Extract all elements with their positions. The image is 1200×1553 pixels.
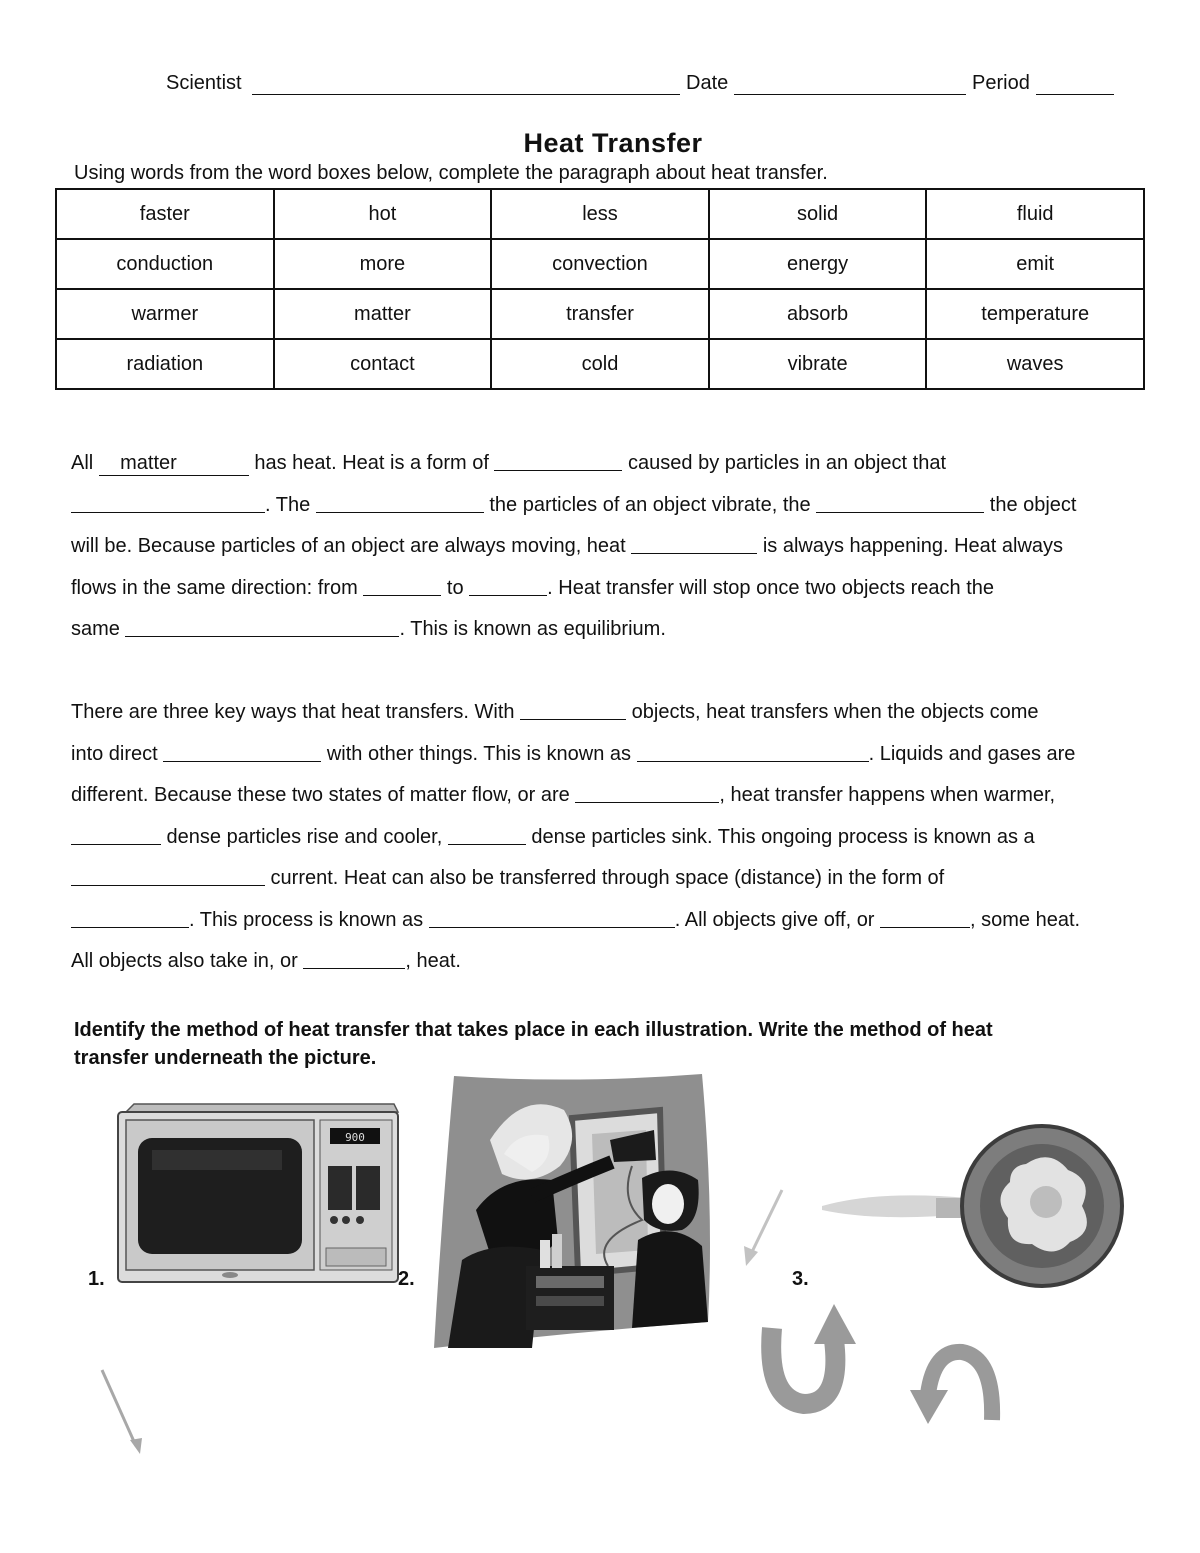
- word-cell: vibrate: [709, 339, 927, 389]
- blank-field[interactable]: [71, 909, 189, 928]
- word-cell: energy: [709, 239, 927, 289]
- word-cell: faster: [56, 189, 274, 239]
- scientist-name-field[interactable]: [252, 94, 680, 95]
- word-box-row: [56, 189, 1144, 239]
- blank-field[interactable]: [880, 909, 970, 928]
- word-cell: solid: [709, 189, 927, 239]
- microwave-illustration: [112, 1098, 404, 1288]
- scientist-label: Scientist: [166, 72, 242, 94]
- text: the object: [984, 493, 1077, 516]
- blank-field[interactable]: [163, 743, 321, 762]
- blank-field[interactable]: [71, 494, 265, 513]
- word-box-row: [56, 239, 1144, 289]
- text: . The: [265, 493, 316, 516]
- text: , some heat.: [970, 908, 1081, 931]
- word-cell: temperature: [926, 289, 1144, 339]
- blank-field[interactable]: [637, 743, 869, 762]
- word-cell: warmer: [56, 289, 274, 339]
- period-label: Period: [972, 72, 1030, 94]
- answer-example-text: matter: [120, 452, 177, 474]
- word-cell: matter: [274, 289, 492, 339]
- text: same: [71, 618, 126, 640]
- illustration-number-2: 2.: [398, 1268, 415, 1290]
- text: There are three key ways that heat transfers. With: [71, 701, 521, 723]
- paragraph-2: [71, 692, 1141, 983]
- blank-field[interactable]: [816, 494, 984, 513]
- text: dense particles sink. This ongoing process is known as a: [525, 825, 1035, 848]
- date-field[interactable]: [734, 94, 966, 95]
- header-line: [0, 70, 1200, 100]
- text: , heat transfer happens when warmer,: [719, 784, 1056, 806]
- word-cell: waves: [926, 339, 1144, 389]
- word-cell: absorb: [709, 289, 927, 339]
- period-field[interactable]: [1036, 94, 1114, 95]
- text: current. Heat can also be transferred through space (distance) in the form of: [265, 867, 945, 889]
- blank-field[interactable]: [363, 577, 441, 596]
- text: dense particles rise and cooler,: [161, 825, 448, 848]
- blank-field[interactable]: [520, 701, 626, 720]
- text: . This is known as equilibrium.: [399, 618, 666, 640]
- word-cell: transfer: [491, 289, 709, 339]
- blank-field[interactable]: [303, 950, 405, 969]
- blank-field[interactable]: [71, 826, 161, 845]
- blank-field[interactable]: [429, 909, 675, 928]
- word-box-row: [56, 339, 1144, 389]
- paragraph-1: [71, 443, 1141, 651]
- identify-instruction: Identify the method of heat transfer that takes place in each illustration. Write the method of heat transfer underneath the picture.: [74, 1019, 993, 1069]
- word-cell: convection: [491, 239, 709, 289]
- word-cell: more: [274, 239, 492, 289]
- text: . Heat transfer will stop once two objects reach the: [547, 576, 995, 599]
- word-cell: emit: [926, 239, 1144, 289]
- text: , heat.: [405, 950, 461, 972]
- text: . Liquids and gases are: [868, 742, 1076, 765]
- text: is always happening. Heat always: [757, 535, 1064, 557]
- hair-dryer-illustration: [432, 1070, 714, 1352]
- blank-field[interactable]: [316, 494, 484, 513]
- text: with other things. This is known as: [321, 742, 637, 765]
- frying-pan-illustration: [818, 1114, 1124, 1298]
- illustration-number-3: 3.: [792, 1268, 809, 1290]
- blank-field[interactable]: [125, 618, 399, 637]
- word-box-table: [55, 188, 1145, 390]
- arrow-icon: [740, 1186, 788, 1270]
- text: flows in the same direction: from: [71, 576, 364, 599]
- text: objects, heat transfers when the objects come: [626, 701, 1039, 723]
- blank-field[interactable]: [575, 784, 719, 803]
- blank-field[interactable]: [494, 452, 622, 471]
- text: All objects also take in, or: [71, 950, 304, 972]
- text: caused by particles in an object that: [622, 452, 947, 474]
- blank-field[interactable]: [469, 577, 547, 596]
- text: All: [71, 452, 99, 474]
- text: to: [441, 576, 470, 599]
- arrow-icon: [96, 1366, 148, 1458]
- page-title: Heat Transfer: [523, 128, 703, 158]
- answer-example: [99, 451, 249, 476]
- convection-arrow-icon: [900, 1338, 1008, 1430]
- date-label: Date: [686, 72, 729, 94]
- text: . This process is known as: [189, 908, 429, 931]
- text: different. Because these two states of matter flow, or are: [71, 784, 576, 806]
- word-box-row: [56, 289, 1144, 339]
- word-cell: radiation: [56, 339, 274, 389]
- word-cell: cold: [491, 339, 709, 389]
- microwave-display-text: 900: [345, 1131, 365, 1144]
- word-cell: contact: [274, 339, 492, 389]
- text: will be. Because particles of an object are always moving, heat: [71, 535, 632, 557]
- blank-field[interactable]: [71, 867, 265, 886]
- word-cell: conduction: [56, 239, 274, 289]
- text: into direct: [71, 742, 164, 765]
- word-cell: hot: [274, 189, 492, 239]
- text: . All objects give off, or: [674, 908, 881, 931]
- word-cell: less: [491, 189, 709, 239]
- word-cell: fluid: [926, 189, 1144, 239]
- convection-arrow-icon: [752, 1300, 862, 1420]
- text: has heat. Heat is a form of: [248, 452, 495, 474]
- text: the particles of an object vibrate, the: [483, 493, 817, 516]
- illustration-number-1: 1.: [88, 1268, 105, 1290]
- blank-field[interactable]: [448, 826, 526, 845]
- instructions: Using words from the word boxes below, complete the paragraph about heat transfer.: [74, 162, 828, 184]
- blank-field[interactable]: [631, 535, 757, 554]
